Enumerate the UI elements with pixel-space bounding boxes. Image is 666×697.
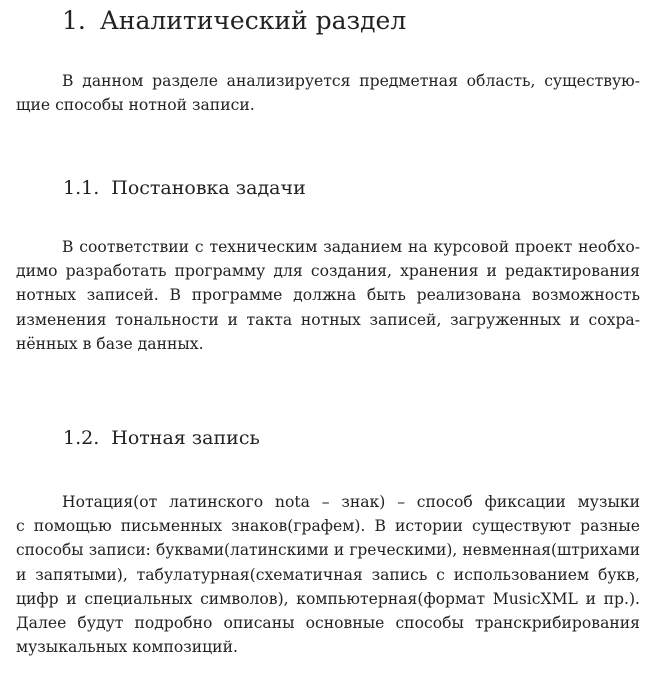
- section-title: Нотная запись: [111, 427, 260, 449]
- paragraph-line: нённых в базе данных.: [16, 334, 204, 353]
- paragraph-line: Нотация(от латинского nota – знак) – способ фиксации музыки: [62, 493, 640, 511]
- notation-paragraph: [16, 490, 640, 659]
- paragraph-line: Далее будут подробно описаны основные способы транскрибирования: [16, 613, 640, 632]
- task-paragraph: [16, 235, 640, 356]
- paragraph-line: щие способы нотной записи.: [16, 96, 255, 115]
- paragraph-line: музыкальных композиций.: [16, 638, 238, 657]
- chapter-heading: [62, 4, 406, 38]
- section-heading-1-2: [63, 425, 260, 451]
- chapter-title: Аналитический раздел: [99, 6, 407, 35]
- section-heading-1-1: [63, 175, 306, 201]
- chapter-number: 1.: [62, 6, 86, 35]
- paragraph-line: изменения тональности и такта нотных записей, загруженных и сохра-: [16, 310, 640, 329]
- paragraph-line: димо разработать программу для создания, хранения и редактирования: [16, 262, 640, 281]
- section-title: Постановка задачи: [111, 177, 306, 199]
- section-number: 1.2.: [63, 427, 100, 449]
- paragraph-line: способы записи: буквами(латинскими и греческими), невменная(штрихами: [16, 541, 640, 560]
- paragraph-line: В данном разделе анализируется предметная область, существую-: [62, 72, 640, 90]
- paragraph-line: В соответствии с техническим заданием на курсовой проект необхо-: [62, 238, 640, 256]
- paragraph-line: и запятыми), табулатурная(схематичная запись с использованием букв,: [16, 565, 640, 584]
- paragraph-line: цифр и специальных символов), компьютерная(формат MusicXML и пр.).: [16, 589, 640, 608]
- paragraph-line: нотных записей. В программе должна быть реализована возможность: [16, 286, 640, 305]
- paragraph-line: с помощью письменных знаков(графем). В истории существуют разные: [16, 517, 640, 536]
- section-number: 1.1.: [63, 177, 100, 199]
- intro-paragraph: [16, 69, 640, 117]
